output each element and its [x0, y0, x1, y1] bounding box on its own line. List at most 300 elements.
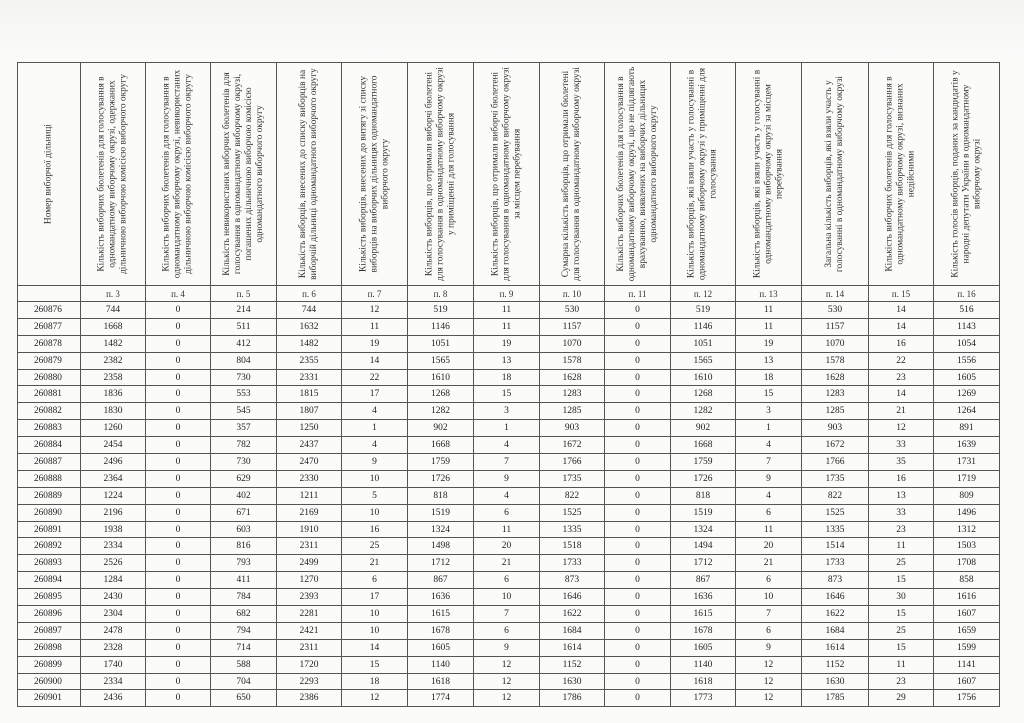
table-cell: 16: [869, 470, 934, 487]
table-cell: 1482: [277, 335, 342, 352]
table-cell: 2169: [277, 504, 342, 521]
precinct-number-cell: 260881: [18, 386, 81, 403]
table-cell: 1269: [934, 386, 1000, 403]
table-cell: 603: [211, 521, 277, 538]
table-cell: 0: [146, 302, 211, 319]
table-cell: 1646: [540, 589, 605, 606]
table-cell: 1146: [671, 318, 736, 335]
table-cell: 902: [408, 420, 474, 437]
table-cell: 744: [277, 302, 342, 319]
table-cell: 650: [211, 690, 277, 707]
table-cell: 519: [408, 302, 474, 319]
table-cell: 1250: [277, 420, 342, 437]
table-cell: 25: [869, 622, 934, 639]
precinct-number-cell: 260883: [18, 420, 81, 437]
table-cell: 19: [736, 335, 802, 352]
table-cell: 13: [736, 352, 802, 369]
table-cell: 0: [605, 470, 671, 487]
table-cell: 1605: [671, 639, 736, 656]
table-cell: 1678: [408, 622, 474, 639]
table-cell: 2478: [81, 622, 146, 639]
table-cell: 5: [342, 487, 408, 504]
table-cell: 1712: [671, 555, 736, 572]
table-cell: 2454: [81, 437, 146, 454]
table-cell: 1268: [671, 386, 736, 403]
table-cell: 2196: [81, 504, 146, 521]
table-row: [18, 572, 1000, 589]
table-cell: 2430: [81, 589, 146, 606]
precinct-number-cell: 260889: [18, 487, 81, 504]
table-cell: 7: [474, 454, 540, 471]
table-cell: 588: [211, 656, 277, 673]
table-row: [18, 622, 1000, 639]
table-cell: 11: [869, 656, 934, 673]
table-cell: 516: [934, 302, 1000, 319]
table-cell: 1525: [802, 504, 869, 521]
column-number-cell: п. 6: [277, 286, 342, 302]
table-cell: 7: [736, 606, 802, 623]
table-cell: 1070: [802, 335, 869, 352]
table-cell: 18: [736, 369, 802, 386]
table-cell: 530: [540, 302, 605, 319]
table-cell: 629: [211, 470, 277, 487]
table-cell: 873: [802, 572, 869, 589]
table-cell: 12: [736, 690, 802, 707]
table-cell: 1565: [408, 352, 474, 369]
precinct-number-cell: 260877: [18, 318, 81, 335]
table-cell: 6: [736, 622, 802, 639]
column-number-cell: п. 10: [540, 286, 605, 302]
table-cell: 1735: [540, 470, 605, 487]
table-cell: 519: [671, 302, 736, 319]
table-cell: 411: [211, 572, 277, 589]
table-cell: 16: [342, 521, 408, 538]
table-cell: 1678: [671, 622, 736, 639]
table-cell: 1503: [934, 538, 1000, 555]
table-cell: 1157: [540, 318, 605, 335]
table-cell: 13: [474, 352, 540, 369]
table-cell: 23: [869, 369, 934, 386]
table-cell: 0: [146, 403, 211, 420]
table-cell: 1719: [934, 470, 1000, 487]
table-cell: 9: [736, 639, 802, 656]
header-col-14: Загальна кількість виборців, які взяли участь у голосуванні в одномандатному виборчому окрузі: [802, 63, 869, 286]
table-cell: 12: [474, 656, 540, 673]
table-cell: 4: [474, 487, 540, 504]
table-cell: 2331: [277, 369, 342, 386]
table-cell: 1578: [802, 352, 869, 369]
table-cell: 12: [474, 673, 540, 690]
table-cell: 33: [869, 504, 934, 521]
table-cell: 1335: [540, 521, 605, 538]
table-cell: 1668: [671, 437, 736, 454]
table-cell: 1684: [802, 622, 869, 639]
table-cell: 1659: [934, 622, 1000, 639]
table-cell: 2293: [277, 673, 342, 690]
table-cell: 1260: [81, 420, 146, 437]
table-cell: 1607: [934, 673, 1000, 690]
table-cell: 0: [146, 656, 211, 673]
table-cell: 11: [736, 302, 802, 319]
table-cell: 1684: [540, 622, 605, 639]
table-cell: 2437: [277, 437, 342, 454]
column-number-cell: п. 14: [802, 286, 869, 302]
table-row: [18, 606, 1000, 623]
table-cell: 17: [342, 589, 408, 606]
table-cell: 18: [474, 369, 540, 386]
table-cell: 1285: [540, 403, 605, 420]
precinct-number-cell: 260894: [18, 572, 81, 589]
table-cell: 1610: [408, 369, 474, 386]
table-row: [18, 369, 1000, 386]
table-cell: 17: [342, 386, 408, 403]
table-cell: 1735: [802, 470, 869, 487]
table-row: [18, 386, 1000, 403]
header-col-8: Кількість виборців, що отримали виборчі бюлетені для голосування в одномандатному виборчому окрузі у приміщенні для голосування: [408, 63, 474, 286]
table-cell: 903: [540, 420, 605, 437]
table-cell: 18: [342, 673, 408, 690]
column-number-cell: п. 7: [342, 286, 408, 302]
table-cell: 809: [934, 487, 1000, 504]
table-cell: 4: [474, 437, 540, 454]
table-cell: 545: [211, 403, 277, 420]
precinct-number-cell: 260884: [18, 437, 81, 454]
table-cell: 1938: [81, 521, 146, 538]
table-cell: 23: [869, 521, 934, 538]
table-cell: 0: [605, 538, 671, 555]
table-cell: 0: [146, 521, 211, 538]
table-cell: 816: [211, 538, 277, 555]
table-cell: 1672: [802, 437, 869, 454]
table-cell: 1264: [934, 403, 1000, 420]
table-cell: 1607: [934, 606, 1000, 623]
table-cell: 1054: [934, 335, 1000, 352]
table-cell: 21: [342, 555, 408, 572]
table-cell: 9: [342, 454, 408, 471]
table-cell: 0: [605, 318, 671, 335]
table-cell: 0: [146, 318, 211, 335]
table-cell: 0: [146, 639, 211, 656]
precinct-number-cell: 260901: [18, 690, 81, 707]
table-cell: 357: [211, 420, 277, 437]
table-cell: 902: [671, 420, 736, 437]
precinct-number-cell: 260887: [18, 454, 81, 471]
table-cell: 1283: [802, 386, 869, 403]
table-cell: 15: [869, 606, 934, 623]
table-cell: 33: [869, 437, 934, 454]
table-cell: 1712: [408, 555, 474, 572]
table-cell: 2421: [277, 622, 342, 639]
table-row: [18, 538, 1000, 555]
table-cell: 1282: [671, 403, 736, 420]
table-cell: 1496: [934, 504, 1000, 521]
precinct-number-cell: 260878: [18, 335, 81, 352]
precinct-number-cell: 260882: [18, 403, 81, 420]
table-row: [18, 352, 1000, 369]
table-cell: 1630: [540, 673, 605, 690]
table-cell: 2526: [81, 555, 146, 572]
table-cell: 2386: [277, 690, 342, 707]
table-cell: 21: [736, 555, 802, 572]
table-cell: 1668: [408, 437, 474, 454]
table-cell: 0: [605, 555, 671, 572]
table-cell: 14: [869, 302, 934, 319]
table-cell: 730: [211, 454, 277, 471]
table-cell: 0: [605, 335, 671, 352]
results-table: [17, 62, 1000, 707]
table-row: [18, 420, 1000, 437]
table-cell: 2358: [81, 369, 146, 386]
table-cell: 0: [146, 437, 211, 454]
table-cell: 714: [211, 639, 277, 656]
table-cell: 1618: [671, 673, 736, 690]
table-row: [18, 302, 1000, 319]
table-cell: 1628: [540, 369, 605, 386]
table-cell: 530: [802, 302, 869, 319]
precinct-number-cell: 260879: [18, 352, 81, 369]
table-cell: 1726: [671, 470, 736, 487]
table-cell: 14: [869, 318, 934, 335]
table-cell: 0: [146, 622, 211, 639]
table-cell: 15: [869, 572, 934, 589]
header-col-11: Кількість виборчих бюлетенів для голосування в одномандатному виборчому окрузі, що не підлягають врахуванню, виявлених на виборчих дільницях одномандатного виборчого округу: [605, 63, 671, 286]
table-cell: 15: [474, 386, 540, 403]
table-cell: 10: [342, 606, 408, 623]
table-cell: 11: [474, 318, 540, 335]
table-cell: 1733: [802, 555, 869, 572]
table-cell: 1324: [408, 521, 474, 538]
table-cell: 0: [146, 470, 211, 487]
table-cell: 1616: [934, 589, 1000, 606]
table-cell: 2334: [81, 538, 146, 555]
precinct-number-cell: 260888: [18, 470, 81, 487]
table-cell: 0: [605, 622, 671, 639]
scan-margin: [0, 0, 1024, 55]
table-row: [18, 521, 1000, 538]
column-number-cell: п. 5: [211, 286, 277, 302]
table-cell: 0: [605, 420, 671, 437]
table-cell: 2311: [277, 639, 342, 656]
table-cell: 14: [342, 352, 408, 369]
table-cell: 0: [605, 437, 671, 454]
table-cell: 1519: [671, 504, 736, 521]
table-cell: 0: [146, 589, 211, 606]
table-cell: 4: [342, 403, 408, 420]
table-cell: 0: [605, 454, 671, 471]
table-row: [18, 656, 1000, 673]
table-cell: 1141: [934, 656, 1000, 673]
table-cell: 2304: [81, 606, 146, 623]
header-col-4: Кількість виборчих бюлетенів для голосування в одномандатному виборчому окрузі, невикористаних дільничною виборчою комісією виборчого округу: [146, 63, 211, 286]
table-cell: 19: [342, 335, 408, 352]
precinct-number-cell: 260895: [18, 589, 81, 606]
table-cell: 6: [474, 622, 540, 639]
table-cell: 0: [605, 504, 671, 521]
table-cell: 891: [934, 420, 1000, 437]
table-row: [18, 673, 1000, 690]
table-cell: 1615: [671, 606, 736, 623]
column-number-row: [18, 286, 1000, 302]
table-cell: 1708: [934, 555, 1000, 572]
table-cell: 10: [342, 622, 408, 639]
table-cell: 1605: [408, 639, 474, 656]
header-col-9: Кількість виборців, що отримали виборчі бюлетені для голосування в одномандатному виборчому окрузі за місцем перебування: [474, 63, 540, 286]
table-cell: 35: [869, 454, 934, 471]
table-cell: 0: [605, 521, 671, 538]
table-cell: 1282: [408, 403, 474, 420]
table-cell: 1578: [540, 352, 605, 369]
table-row: [18, 454, 1000, 471]
column-number-cell: п. 13: [736, 286, 802, 302]
table-cell: 4: [736, 487, 802, 504]
header-col-7: Кількість виборців, внесених до витягу зі списку виборців на виборчих дільницях одномандатного виборчого округу: [342, 63, 408, 286]
column-number-cell: [18, 286, 81, 302]
table-cell: 2311: [277, 538, 342, 555]
table-cell: 1565: [671, 352, 736, 369]
table-cell: 822: [540, 487, 605, 504]
table-cell: 2499: [277, 555, 342, 572]
header-precinct-number: Номер виборчої дільниці: [18, 63, 81, 286]
table-row: [18, 639, 1000, 656]
table-cell: 12: [474, 690, 540, 707]
table-cell: 25: [869, 555, 934, 572]
table-row: [18, 487, 1000, 504]
table-cell: 0: [605, 690, 671, 707]
precinct-number-cell: 260892: [18, 538, 81, 555]
table-cell: 9: [474, 470, 540, 487]
table-cell: 858: [934, 572, 1000, 589]
table-cell: 12: [869, 420, 934, 437]
table-cell: 6: [342, 572, 408, 589]
table-cell: 704: [211, 673, 277, 690]
table-cell: 818: [671, 487, 736, 504]
table-cell: 1639: [934, 437, 1000, 454]
column-number-cell: п. 16: [934, 286, 1000, 302]
table-cell: 804: [211, 352, 277, 369]
precinct-number-cell: 260893: [18, 555, 81, 572]
table-cell: 1632: [277, 318, 342, 335]
table-cell: 0: [146, 673, 211, 690]
table-cell: 1731: [934, 454, 1000, 471]
table-cell: 1720: [277, 656, 342, 673]
table-cell: 1614: [540, 639, 605, 656]
table-cell: 1622: [802, 606, 869, 623]
table-cell: 0: [146, 369, 211, 386]
column-number-cell: п. 9: [474, 286, 540, 302]
table-cell: 1618: [408, 673, 474, 690]
column-number-cell: п. 4: [146, 286, 211, 302]
table-row: [18, 318, 1000, 335]
column-number-cell: п. 11: [605, 286, 671, 302]
table-cell: 511: [211, 318, 277, 335]
table-cell: 1910: [277, 521, 342, 538]
table-cell: 13: [869, 487, 934, 504]
column-number-cell: п. 3: [81, 286, 146, 302]
table-cell: 1498: [408, 538, 474, 555]
table-cell: 16: [869, 335, 934, 352]
table-cell: 1830: [81, 403, 146, 420]
table-cell: 412: [211, 335, 277, 352]
table-cell: 0: [605, 403, 671, 420]
table-cell: 0: [605, 369, 671, 386]
table-cell: 2382: [81, 352, 146, 369]
table-cell: 2470: [277, 454, 342, 471]
table-cell: 10: [342, 504, 408, 521]
table-cell: 0: [146, 538, 211, 555]
table-cell: 1270: [277, 572, 342, 589]
table-cell: 6: [736, 504, 802, 521]
table-cell: 1157: [802, 318, 869, 335]
table-body: [18, 286, 1000, 707]
table-cell: 1285: [802, 403, 869, 420]
table-cell: 1143: [934, 318, 1000, 335]
table-cell: 1759: [671, 454, 736, 471]
table-cell: 21: [474, 555, 540, 572]
table-cell: 20: [474, 538, 540, 555]
table-cell: 11: [474, 302, 540, 319]
table-cell: 1615: [408, 606, 474, 623]
table-cell: 1283: [540, 386, 605, 403]
table-cell: 1766: [802, 454, 869, 471]
column-number-cell: п. 15: [869, 286, 934, 302]
header-col-5: Кількість невикористаних виборчих бюлетенів для голосування в одномандатному виборчому окрузі, погашених дільничною виборчою комісією одномандатного виборчого округу: [211, 63, 277, 286]
table-cell: 867: [671, 572, 736, 589]
table-cell: 0: [146, 454, 211, 471]
table-cell: 867: [408, 572, 474, 589]
table-cell: 730: [211, 369, 277, 386]
table-cell: 0: [146, 487, 211, 504]
table-cell: 1774: [408, 690, 474, 707]
table-cell: 1268: [408, 386, 474, 403]
table-cell: 1807: [277, 403, 342, 420]
table-cell: 1140: [408, 656, 474, 673]
table-cell: 1836: [81, 386, 146, 403]
table-cell: 0: [605, 589, 671, 606]
table-cell: 10: [342, 470, 408, 487]
table-cell: 21: [869, 403, 934, 420]
table-cell: 2334: [81, 673, 146, 690]
table-cell: 1614: [802, 639, 869, 656]
table-cell: 1622: [540, 606, 605, 623]
table-cell: 0: [605, 656, 671, 673]
table-cell: 784: [211, 589, 277, 606]
table-row: [18, 403, 1000, 420]
table-cell: 2328: [81, 639, 146, 656]
table-cell: 23: [869, 673, 934, 690]
precinct-number-cell: 260880: [18, 369, 81, 386]
table-cell: 0: [146, 690, 211, 707]
table-cell: 4: [342, 437, 408, 454]
table-cell: 1070: [540, 335, 605, 352]
table-cell: 1224: [81, 487, 146, 504]
table-cell: 1599: [934, 639, 1000, 656]
table-row: [18, 555, 1000, 572]
table-cell: 0: [605, 302, 671, 319]
table-cell: 10: [474, 589, 540, 606]
column-number-cell: п. 8: [408, 286, 474, 302]
precinct-number-cell: 260899: [18, 656, 81, 673]
table-cell: 1756: [934, 690, 1000, 707]
header-col-15: Кількість виборчих бюлетенів для голосування в одномандатному виборчому окрузі, визнаних недійсними: [869, 63, 934, 286]
table-cell: 3: [474, 403, 540, 420]
table-cell: 1672: [540, 437, 605, 454]
table-cell: 2330: [277, 470, 342, 487]
table-cell: 2393: [277, 589, 342, 606]
table-row: [18, 437, 1000, 454]
table-cell: 19: [474, 335, 540, 352]
table-cell: 11: [342, 318, 408, 335]
table-cell: 22: [869, 352, 934, 369]
